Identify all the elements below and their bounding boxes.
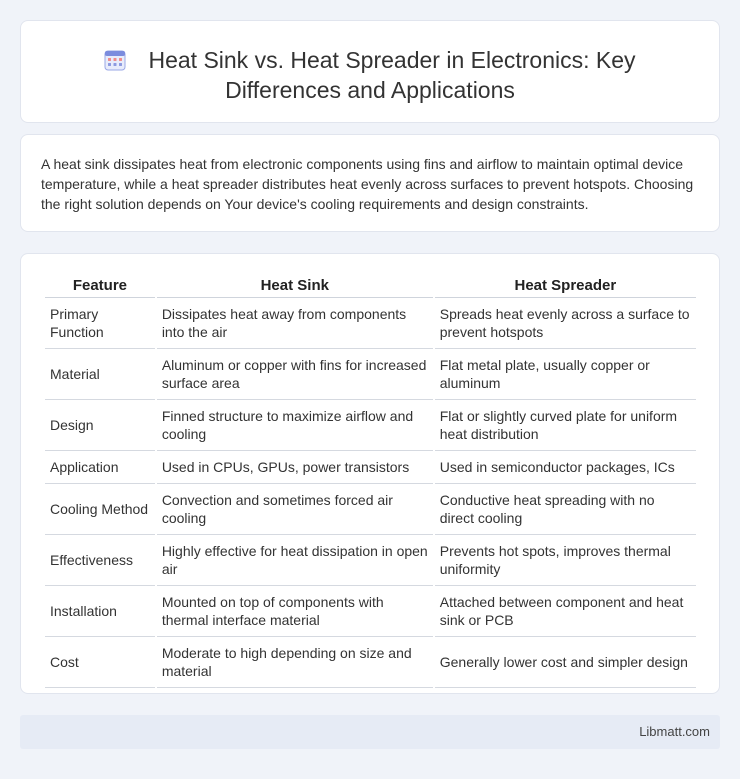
header-heat-sink: Heat Sink bbox=[157, 274, 433, 298]
heat-spreader-cell: Conductive heat spreading with no direct cooling bbox=[435, 484, 696, 535]
table-row bbox=[45, 349, 696, 400]
heat-sink-cell: Aluminum or copper with fins for increased surface area bbox=[157, 349, 433, 400]
intro-paragraph: A heat sink dissipates heat from electronic components using fins and airflow to maintain optimal device temperature, while a heat spreader distributes heat evenly across surfaces to prevent hotspots. Choosing the right solution depends on Your device's cooling requirements and design constraints. bbox=[41, 156, 694, 212]
feature-cell: Cooling Method bbox=[45, 484, 155, 535]
feature-cell: Design bbox=[45, 400, 155, 451]
heat-spreader-cell: Attached between component and heat sink or PCB bbox=[435, 586, 696, 637]
heat-spreader-cell: Flat metal plate, usually copper or aluminum bbox=[435, 349, 696, 400]
heat-sink-cell: Dissipates heat away from components into the air bbox=[157, 298, 433, 349]
feature-cell: Material bbox=[45, 349, 155, 400]
heat-sink-cell: Used in CPUs, GPUs, power transistors bbox=[157, 451, 433, 484]
heat-sink-cell: Highly effective for heat dissipation in open air bbox=[157, 535, 433, 586]
footer-site-link[interactable]: Libmatt.com bbox=[639, 724, 710, 739]
heat-sink-cell: Moderate to high depending on size and material bbox=[157, 637, 433, 688]
comparison-table bbox=[43, 274, 698, 688]
title-text: Heat Sink vs. Heat Spreader in Electronics: Key Differences and Applications bbox=[148, 47, 636, 103]
feature-cell: Application bbox=[45, 451, 155, 484]
table-row bbox=[45, 586, 696, 637]
header-feature: Feature bbox=[45, 274, 155, 298]
calendar-grid-icon bbox=[104, 49, 126, 71]
page-title bbox=[21, 45, 719, 105]
heat-sink-cell: Mounted on top of components with thermal interface material bbox=[157, 586, 433, 637]
heat-spreader-cell: Flat or slightly curved plate for uniform heat distribution bbox=[435, 400, 696, 451]
heat-spreader-cell: Used in semiconductor packages, ICs bbox=[435, 451, 696, 484]
feature-cell: Primary Function bbox=[45, 298, 155, 349]
title-card bbox=[20, 20, 720, 123]
table-row bbox=[45, 535, 696, 586]
header-heat-spreader: Heat Spreader bbox=[435, 274, 696, 298]
table-row bbox=[45, 637, 696, 688]
feature-cell: Installation bbox=[45, 586, 155, 637]
comparison-card bbox=[20, 253, 720, 694]
table-header-row bbox=[45, 274, 696, 298]
heat-sink-cell: Finned structure to maximize airflow and cooling bbox=[157, 400, 433, 451]
feature-cell: Effectiveness bbox=[45, 535, 155, 586]
intro-card bbox=[20, 134, 720, 232]
feature-cell: Cost bbox=[45, 637, 155, 688]
heat-sink-cell: Convection and sometimes forced air cooling bbox=[157, 484, 433, 535]
footer bbox=[20, 715, 720, 749]
table-row bbox=[45, 451, 696, 484]
table-row bbox=[45, 298, 696, 349]
table-row bbox=[45, 400, 696, 451]
table-row bbox=[45, 484, 696, 535]
heat-spreader-cell: Generally lower cost and simpler design bbox=[435, 637, 696, 688]
heat-spreader-cell: Spreads heat evenly across a surface to prevent hotspots bbox=[435, 298, 696, 349]
heat-spreader-cell: Prevents hot spots, improves thermal uniformity bbox=[435, 535, 696, 586]
